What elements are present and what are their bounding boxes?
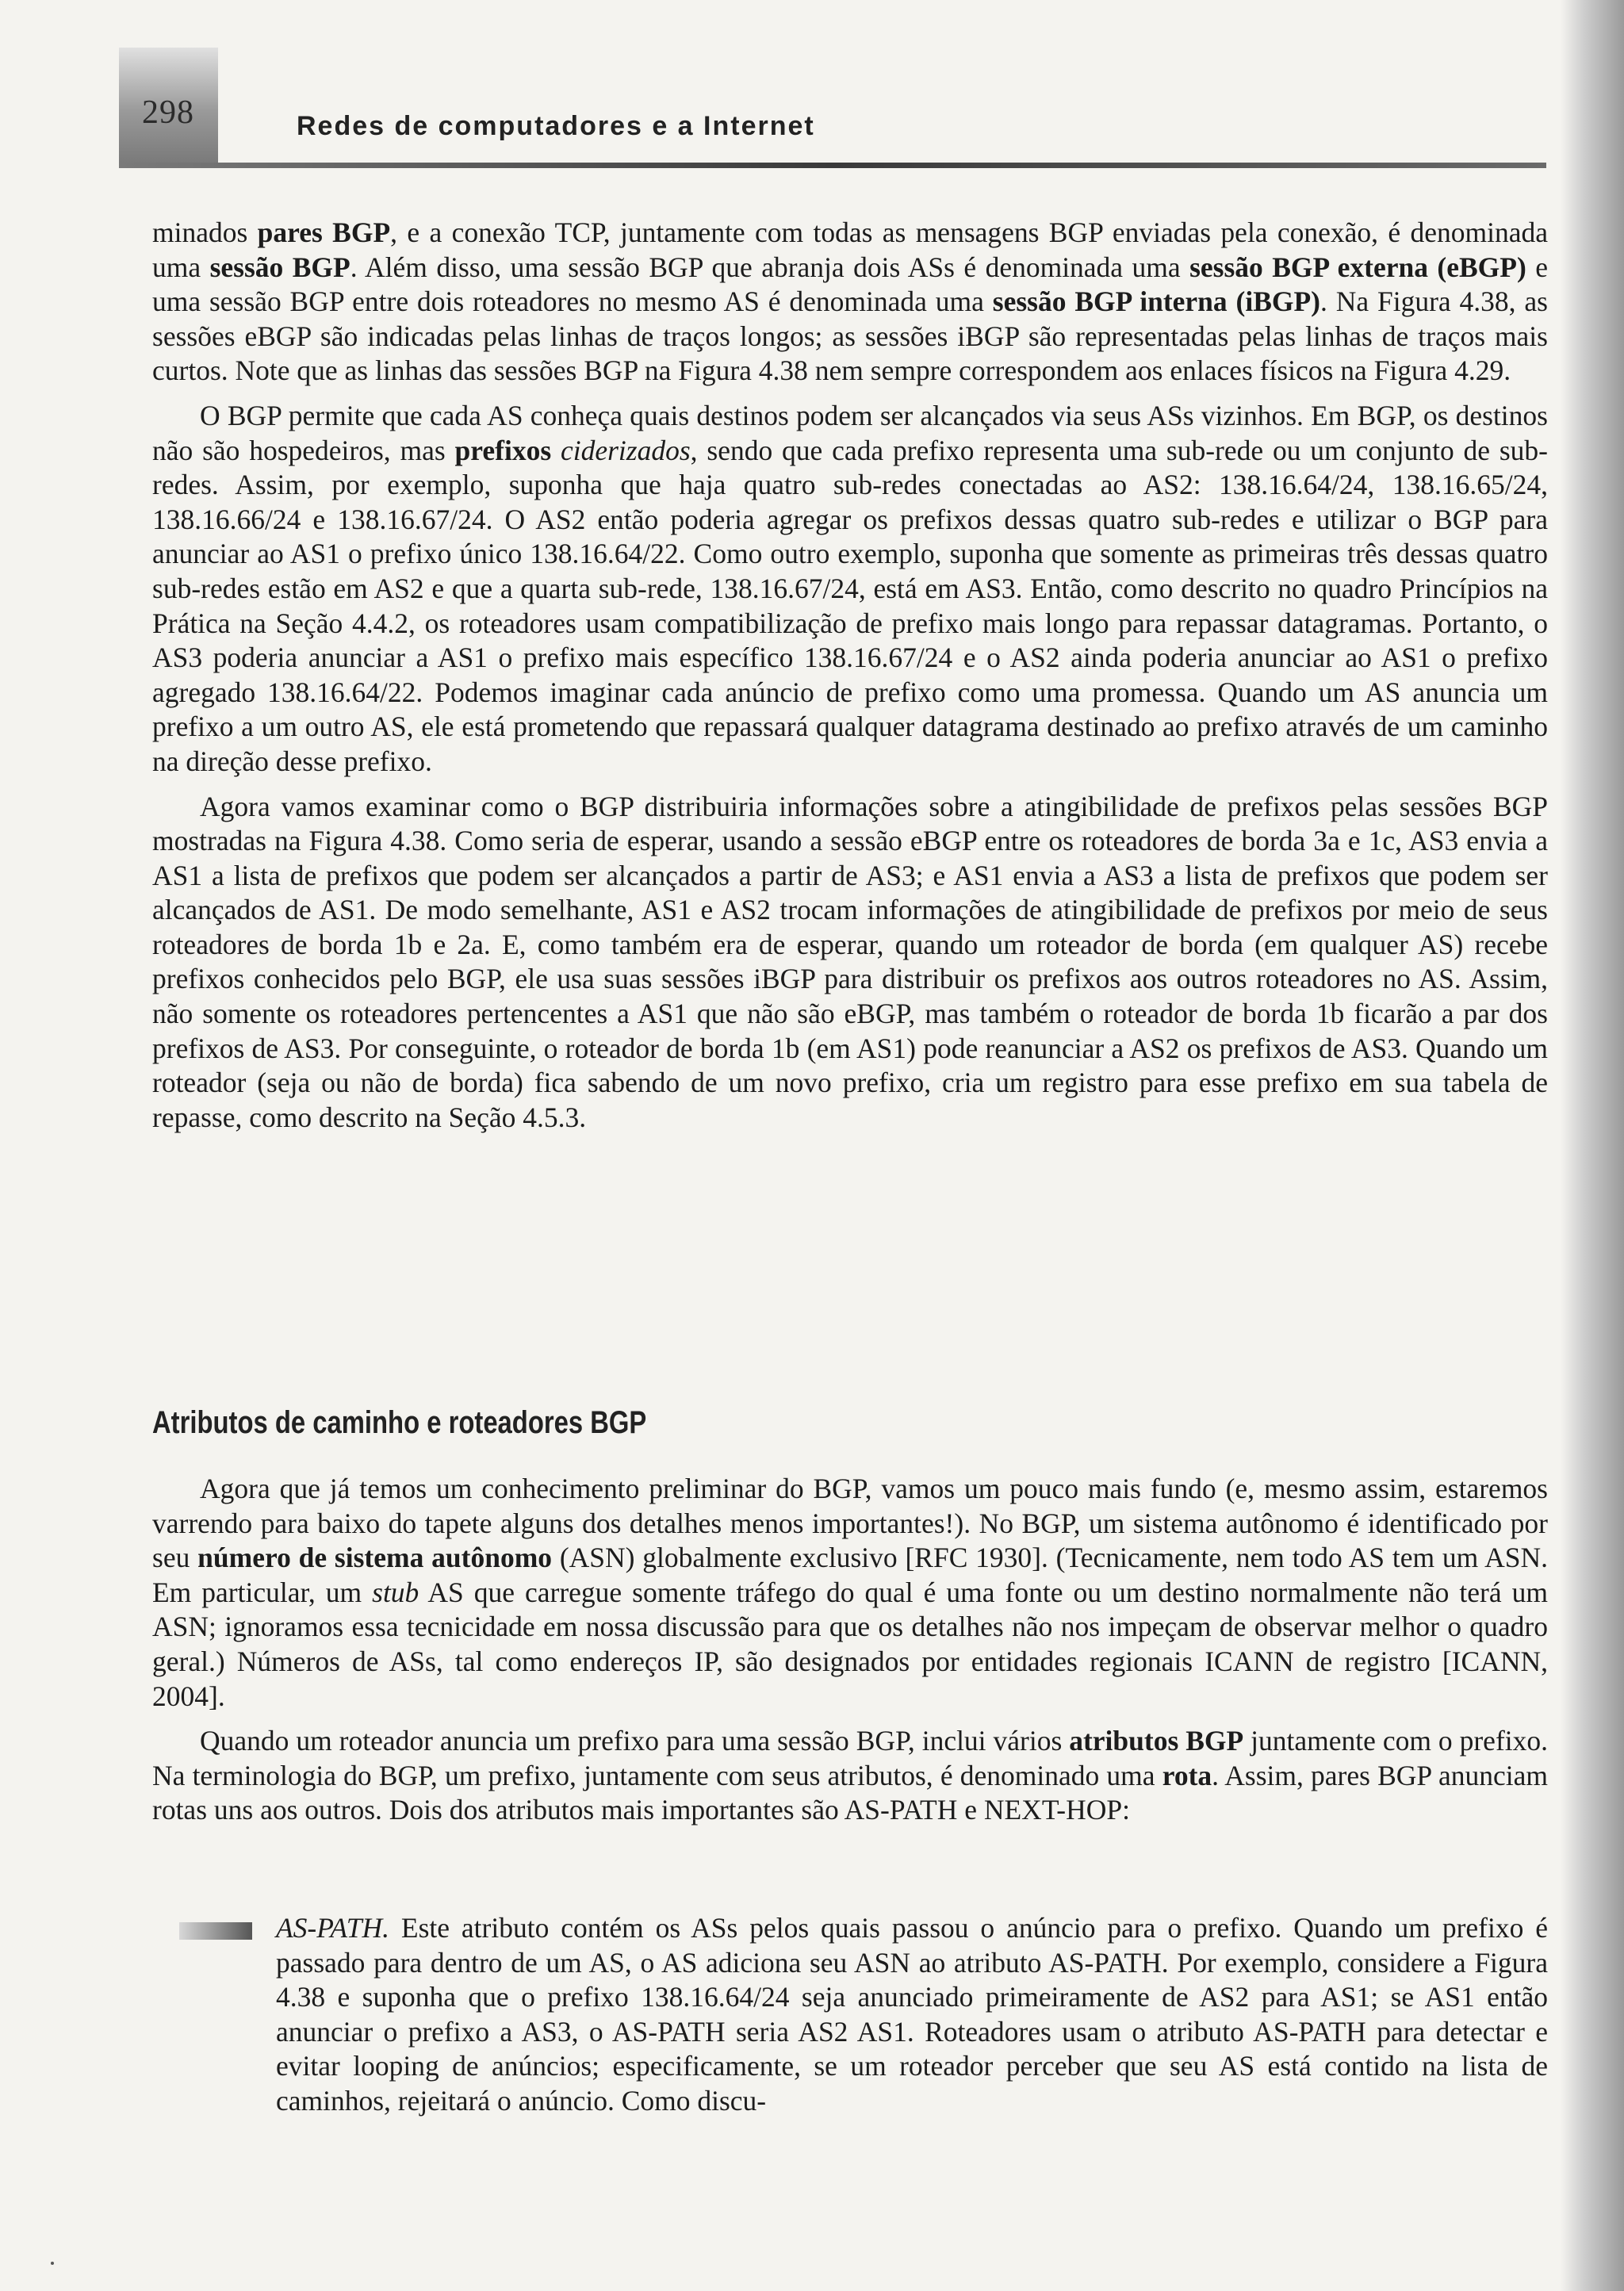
bold-term: prefixos: [454, 434, 552, 466]
paragraph: [152, 1724, 1548, 1828]
bold-term: sessão BGP interna (iBGP): [992, 285, 1320, 318]
text-run: , sendo que cada prefixo representa uma sub-rede ou um conjunto de sub-redes. Assim, por exemplo, suponha que haja quatro sub-redes conectadas ao AS2: 138.16.64/24, 138.16.65/24, 138.16.66/24 e 138.16.67/24. O AS2 então poderia agregar os prefixos dessas quatro sub-redes e utilizar o BGP para anunciar ao AS1 o prefixo único 138.16.64/22. Como outro exemplo, suponha que somente as primeiras três dessas quatro sub-redes estão em AS2 e que a quarta sub-rede, 138.16.67/24, está em AS3. Então, como descrito no quadro Princípios na Prática na Seção 4.4.2, os roteadores usam compatibilização de prefixo mais longo para repassar datagramas. Portanto, o AS3 poderia anunciar a AS1 o prefixo mais específico 138.16.67/24 e o AS2 ainda poderia anunciar ao AS1 o prefixo agregado 138.16.64/22. Podemos imaginar cada anúncio de prefixo como uma promessa. Quando um AS anuncia um prefixo a um outro AS, ele está prometendo que repassará qualquer datagrama destinado ao prefixo através de um caminho na direção desse prefixo.: [152, 434, 1549, 777]
running-title: Redes de computadores e a Internet: [297, 111, 815, 141]
text-run: Quando um roteador anuncia um prefixo para uma sessão BGP, inclui vários: [200, 1725, 1070, 1757]
text-run: . Assim, pares BGP anunciam rotas uns aos outros. Dois dos atributos mais importantes são AS-PATH e NEXT-HOP:: [152, 1759, 1549, 1826]
text-run: . Na Figura 4.38, as sessões eBGP são indicadas pelas linhas de traços longos; as sessões iBGP são representadas pelas linhas de traços mais curtos. Note que as linhas das sessões BGP na Figura 4.38 nem sempre correspondem aos enlaces físicos na Figura 4.29.: [152, 285, 1548, 387]
text-run: minados: [152, 216, 258, 248]
bold-term: atributos BGP: [1069, 1725, 1244, 1757]
italic-term: ciderizados: [560, 434, 691, 466]
body-text-section: [152, 1472, 1548, 1838]
section-heading: Atributos de caminho e roteadores BGP: [152, 1405, 647, 1440]
text-run: Este atributo contém os ASs pelos quais passou o anúncio para o prefixo. Quando um prefixo é passado para dentro de um AS, o AS adiciona seu ASN ao atributo AS-PATH. Por exemplo, considere a Figura 4.38 e suponha que o prefixo 138.16.64/24 seja anunciado primeiramente de AS2 para AS1; se AS1 então anunciar o prefixo a AS3, o AS-PATH seria AS2 AS1. Roteadores usam o atributo AS-PATH para detectar e evitar looping de anúncios; especificamente, se um roteador perceber que seu AS está contido na lista de caminhos, rejeitará o anúncio. Como discu-: [276, 1912, 1548, 2117]
text-run: AS que carregue somente tráfego do qual é uma fonte ou um destino normalmente não terá um ASN; ignoramos essa tecnicidade em nossa discussão para que os detalhes não nos impeçam de observar melhor o quadro geral.) Números de ASs, tal como endereços IP, são designados por entidades regionais ICANN de registro [ICANN, 2004].: [152, 1576, 1548, 1712]
bullet-item-as-path: [276, 1911, 1548, 2119]
text-run: e uma sessão BGP entre dois roteadores no mesmo AS é denominada uma: [152, 251, 1548, 318]
text-run: O BGP permite que cada AS conheça quais destinos podem ser alcançados via seus ASs vizinhos. Em BGP, os destinos não são hospedeiros, mas: [152, 399, 1548, 466]
paragraph: [152, 1472, 1548, 1714]
text-run: juntamente com o prefixo. Na terminologia do BGP, um prefixo, juntamente com seus atributos, é denominado uma: [152, 1725, 1548, 1791]
italic-term: AS-PATH.: [276, 1912, 389, 1944]
paragraph: [152, 399, 1548, 780]
text-run: (ASN) globalmente exclusivo [RFC 1930]. (Tecnicamente, nem todo AS tem um ASN. Em particular, um: [152, 1542, 1548, 1608]
paragraph: [276, 1911, 1548, 2119]
header-rule: [119, 163, 1546, 168]
paragraph: [152, 790, 1548, 1136]
page-number: 298: [142, 94, 194, 131]
text-run: Agora vamos examinar como o BGP distribuiria informações sobre a atingibilidade de prefixos pelas sessões BGP mostradas na Figura 4.38. Como seria de esperar, usando a sessão eBGP entre os roteadores de borda 3a e 1c, AS3 envia a AS1 a lista de prefixos que podem ser alcançados a partir de AS3; e AS1 envia a AS3 a lista de prefixos que podem ser alcançados de AS1. De modo semelhante, AS1 e AS2 trocam informações de atingibilidade de prefixos por meio de seus roteadores de borda 1b e 2a. E, como também era de esperar, quando um roteador de borda (em qualquer AS) recebe prefixos conhecidos pelo BGP, ele usa suas sessões iBGP para distribuir os prefixos aos outros roteadores no AS. Assim, não somente os roteadores pertencentes a AS1 que não são eBGP, mas também o roteador de borda 1b ficarão a par dos prefixos de AS3. Por conseguinte, o roteador de borda 1b (em AS1) pode reanunciar a AS2 os prefixos de AS3. Quando um roteador (seja ou não de borda) fica sabendo de um novo prefixo, cria um registro para esse prefixo em sua tabela de repasse, como descrito na Seção 4.5.3.: [152, 790, 1548, 1133]
bullet-marker: [179, 1922, 252, 1940]
text-run: , e a conexão TCP, juntamente com todas as mensagens BGP enviadas pela conexão, é denominada uma: [152, 216, 1548, 283]
text-run: . Além disso, uma sessão BGP que abranja dois ASs é denominada uma: [350, 251, 1190, 283]
margin-mark: [51, 2262, 54, 2265]
bold-term: rota: [1162, 1759, 1212, 1791]
bold-term: pares BGP: [257, 216, 391, 248]
bold-term: número de sistema autônomo: [197, 1542, 553, 1574]
bold-term: sessão BGP: [209, 251, 350, 283]
body-text-top: [152, 216, 1548, 1145]
paragraph: [152, 216, 1548, 389]
italic-term: stub: [372, 1576, 419, 1608]
text-run: [551, 435, 561, 466]
page-edge-shadow: [1561, 0, 1624, 2291]
text-run: Agora que já temos um conhecimento preliminar do BGP, vamos um pouco mais fundo (e, mesmo assim, estaremos varrendo para baixo do tapete alguns dos detalhes menos importantes!). No BGP, um sistema autônomo é identificado por seu: [152, 1473, 1548, 1574]
bold-term: sessão BGP externa (eBGP): [1189, 251, 1526, 283]
